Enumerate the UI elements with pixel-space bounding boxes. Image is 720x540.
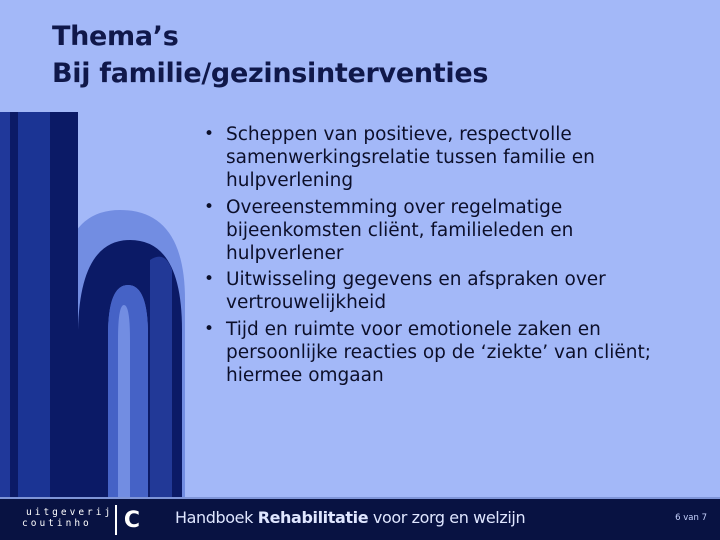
footer-divider bbox=[0, 497, 720, 499]
title-line-1: Thema’s bbox=[52, 21, 179, 52]
bullet-item: • Tijd en ruimte voor emotionele zaken en persoonlijke reacties op de ‘ziekte’ van cliënt; hiermee omgaan bbox=[200, 318, 690, 388]
bullet-item: • Overeenstemming over regelmatige bijeenkomsten cliënt, familieleden en hulpverlener bbox=[200, 196, 690, 266]
book-title-part-3: voor zorg en welzijn bbox=[368, 508, 526, 527]
bullet-item: • Scheppen van positieve, respectvolle samenwerkingsrelatie tussen familie en hulpverlening bbox=[200, 123, 690, 193]
right-stem bbox=[150, 257, 172, 497]
publisher-mark-icon: C bbox=[115, 505, 141, 535]
publisher-line-2: coutinho bbox=[22, 518, 92, 529]
bullet-item: • Uitwisseling gegevens en afspraken over vertrouwelijkheid bbox=[200, 268, 690, 314]
book-title-part-1: Handboek bbox=[175, 508, 258, 527]
edge-stripe bbox=[0, 112, 10, 497]
page-number: 6 van 7 bbox=[675, 513, 707, 523]
stem-mid bbox=[18, 112, 50, 497]
book-title bbox=[175, 506, 525, 530]
book-title-part-2: Rehabilitatie bbox=[257, 508, 369, 527]
slide-title bbox=[52, 18, 488, 92]
bullet-list bbox=[200, 123, 690, 390]
publisher-line-1: uitgeverij bbox=[26, 507, 114, 518]
publisher-logo bbox=[22, 507, 113, 529]
title-line-2: Bij familie/gezinsinterventies bbox=[52, 58, 489, 89]
